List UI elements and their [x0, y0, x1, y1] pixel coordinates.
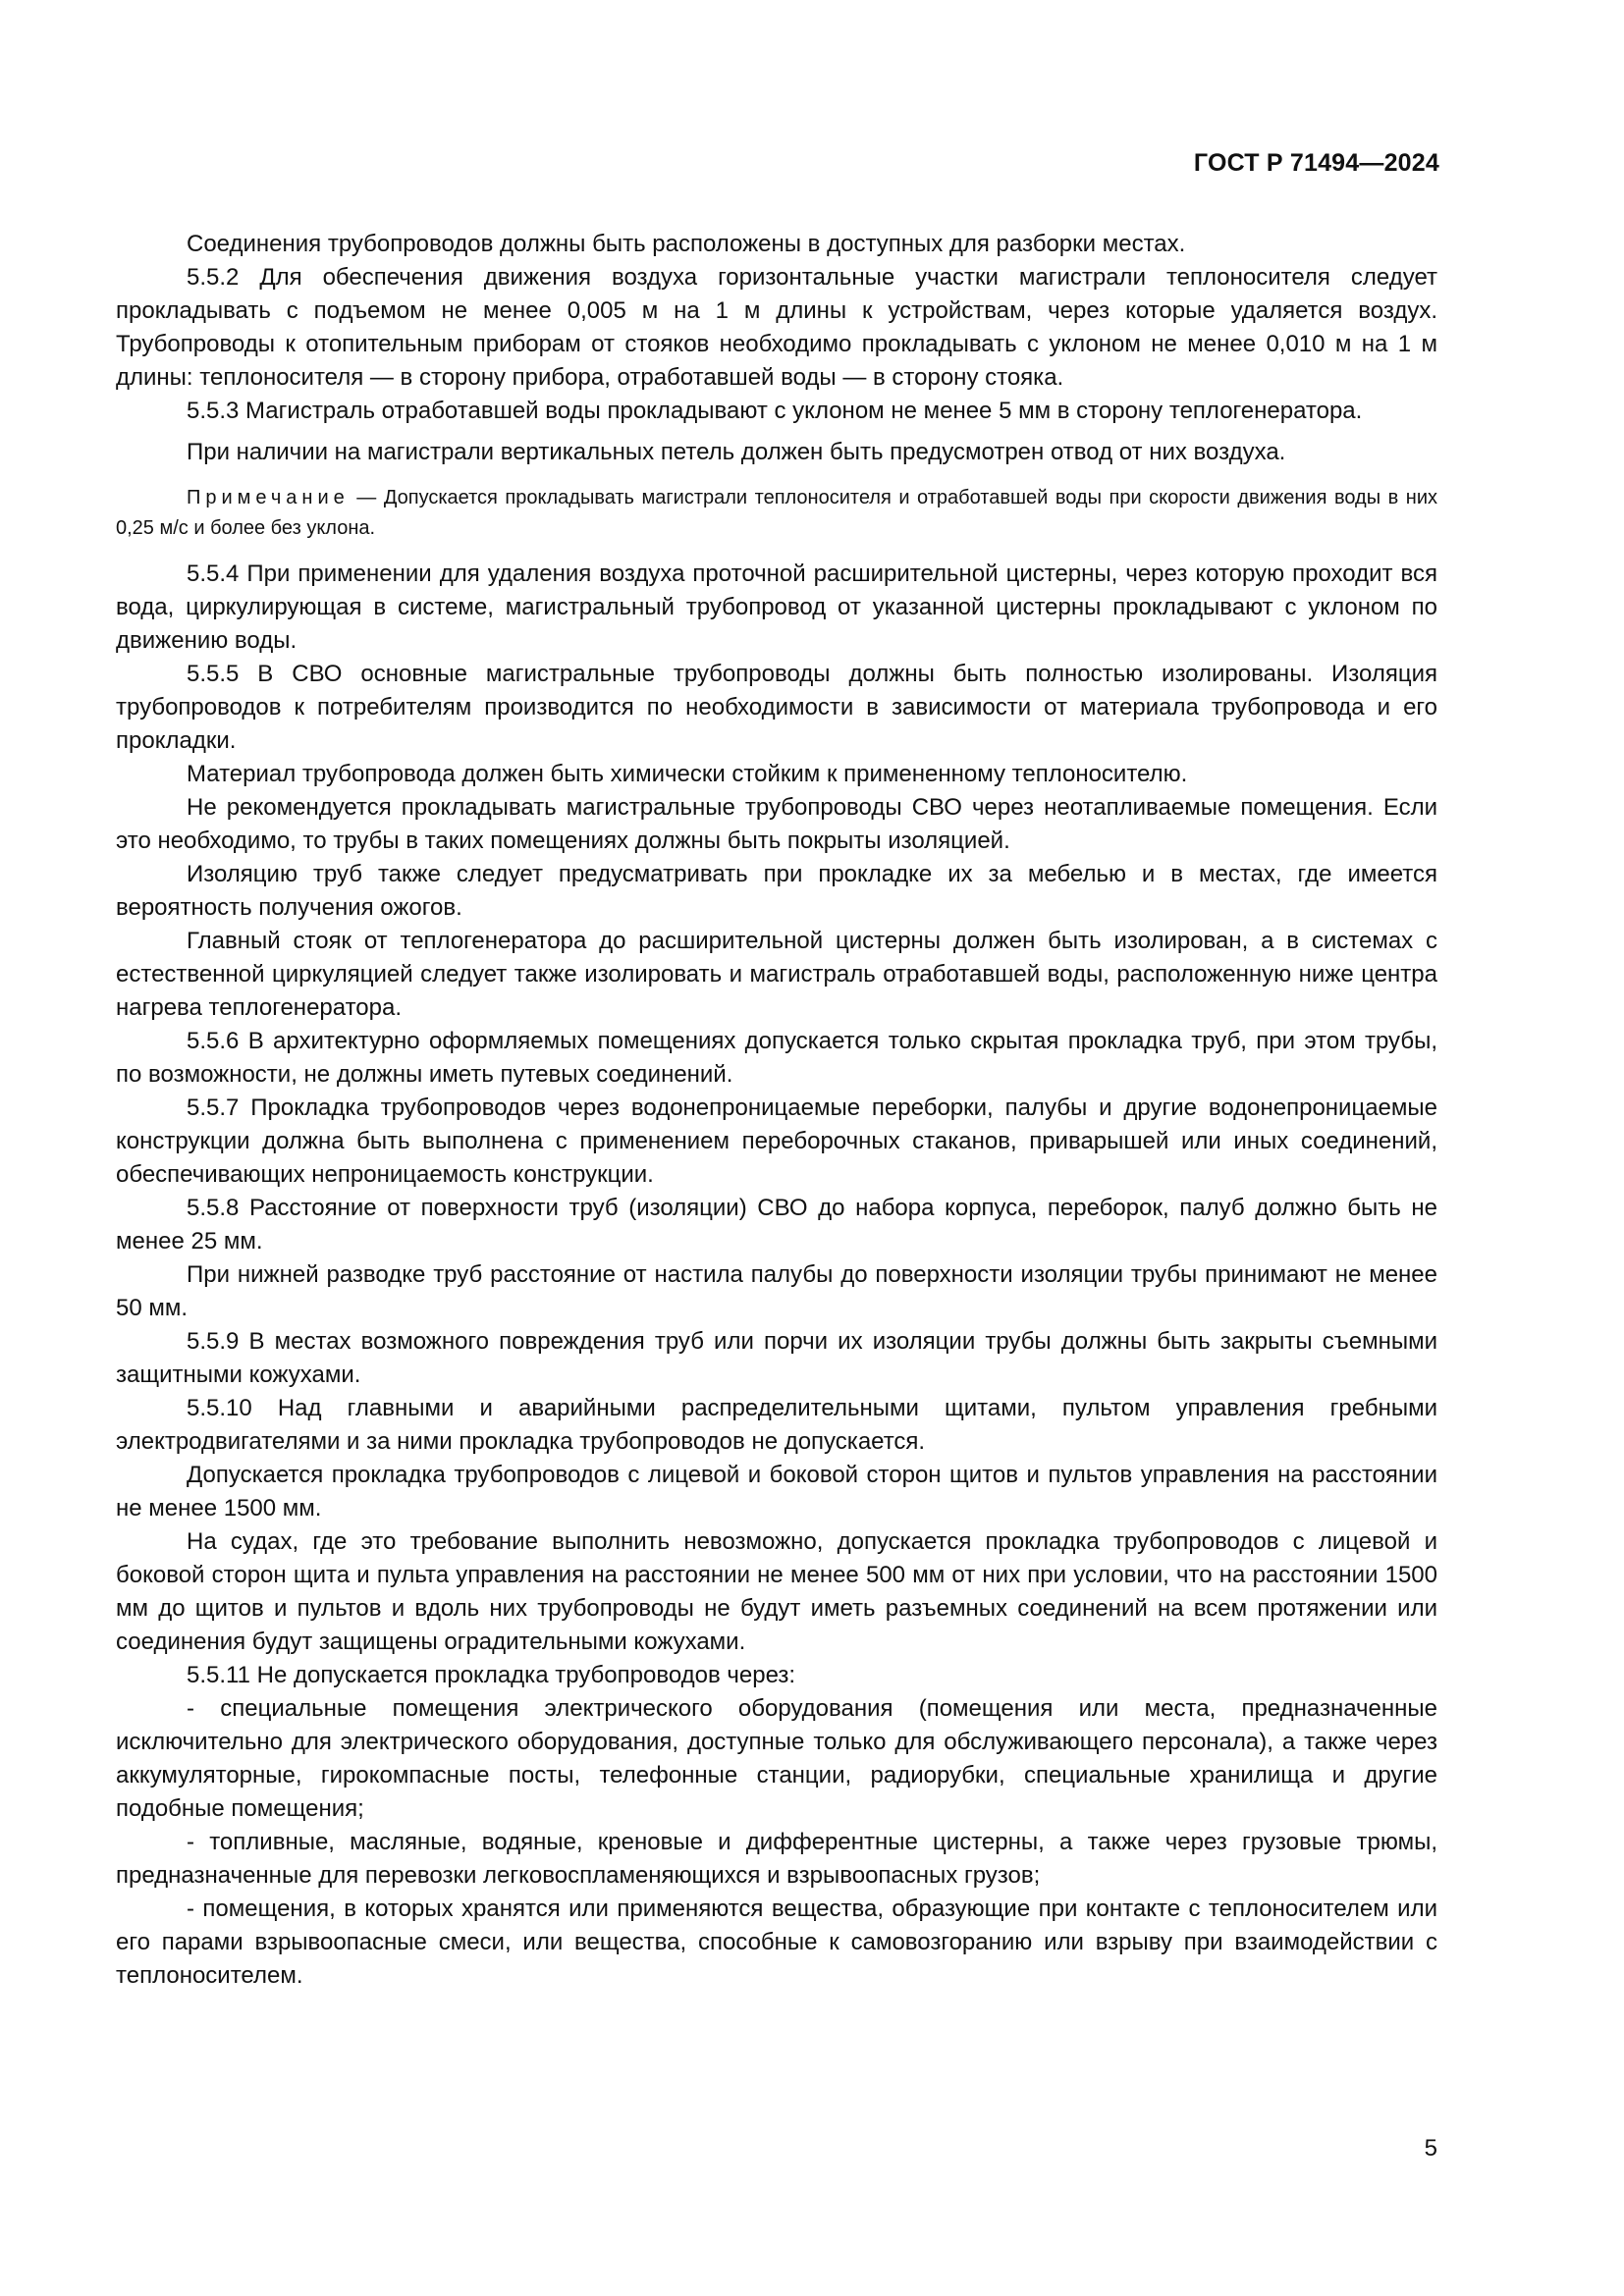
paragraph: Не рекомендуется прокладывать магистральные трубопроводы СВО через неотапливаемые помещения. Если это необходимо, то трубы в таких помещениях должны быть покрыты изоляцией.	[116, 794, 1437, 854]
note-label: Примечание	[187, 487, 350, 508]
paragraph-5-5-2: 5.5.2 Для обеспечения движения воздуха горизонтальные участки магистрали теплоносителя следует прокладывать с подъемом не менее 0,005 м на 1 м длины к устройствам, через которые удаляется воздух. Трубопроводы к отопительным приборам от стояков необходимо прокладывать с уклоном не менее 0,010 м на 1 м длины: теплоносителя — в сторону прибора, отработавшей воды — в сторону стояка.	[116, 264, 1437, 391]
paragraph-5-5-6: 5.5.6 В архитектурно оформляемых помещениях допускается только скрытая прокладка труб, при этом трубы, по возможности, не должны иметь путевых соединений.	[116, 1028, 1437, 1088]
paragraph-5-5-10: 5.5.10 Над главными и аварийными распределительными щитами, пультом управления гребными электродвигателями и за ними прокладка трубопроводов не допускается.	[116, 1395, 1437, 1455]
page-number: 5	[1424, 2135, 1437, 2162]
paragraph: Изоляцию труб также следует предусматривать при прокладке их за мебелью и в местах, где имеется вероятность получения ожогов.	[116, 861, 1437, 921]
paragraph: На судах, где это требование выполнить невозможно, допускается прокладка трубопроводов с лицевой и боковой сторон щита и пульта управления на расстоянии не менее 500 мм от них при условии, что на расстоянии 1500 мм до щитов и пультов и вдоль них трубопроводы не будут иметь разъемных соединений на всем протяжении или соединения будут защищены оградительными кожухами.	[116, 1528, 1437, 1655]
paragraph-5-5-11: 5.5.11 Не допускается прокладка трубопроводов через:	[187, 1662, 796, 1688]
paragraph-5-5-8: 5.5.8 Расстояние от поверхности труб (изоляции) СВО до набора корпуса, переборок, палуб должно быть не менее 25 мм.	[116, 1195, 1437, 1255]
paragraph-5-5-4: 5.5.4 При применении для удаления воздуха проточной расширительной цистерны, через которую проходит вся вода, циркулирующая в системе, магистральный трубопровод от указанной цистерны прокладывают с уклоном по движению воды.	[116, 561, 1437, 654]
paragraph: При наличии на магистрали вертикальных петель должен быть предусмотрен отвод от них воздуха.	[187, 439, 1286, 465]
paragraph-5-5-3: 5.5.3 Магистраль отработавшей воды прокладывают с уклоном не менее 5 мм в сторону теплогенератора.	[187, 398, 1363, 424]
note	[116, 483, 1437, 544]
document-code-header: ГОСТ Р 71494—2024	[1193, 149, 1439, 177]
paragraph: Главный стояк от теплогенератора до расширительной цистерны должен быть изолирован, а в системах с естественной циркуляцией следует также изолировать и магистраль отработавшей воды, расположенную ниже центра нагрева теплогенератора.	[116, 928, 1437, 1021]
paragraph-5-5-9: 5.5.9 В местах возможного повреждения труб или порчи их изоляции трубы должны быть закрыты съемными защитными кожухами.	[116, 1328, 1437, 1388]
paragraph: Соединения трубопроводов должны быть расположены в доступных для разборки местах.	[187, 231, 1186, 257]
list-item: - помещения, в которых хранятся или применяются вещества, образующие при контакте с теплоносителем или его парами взрывоопасные смеси, или вещества, способные к самовозгоранию или взрыву при взаимодействии с теплоносителем.	[116, 1896, 1437, 1989]
list-item: - специальные помещения электрического оборудования (помещения или места, предназначенные исключительно для электрического оборудования, доступные только для обслуживающего персонала), а также через аккумуляторные, гирокомпасные посты, телефонные станции, радиорубки, специальные хранилища и другие подобные помещения;	[116, 1695, 1437, 1822]
paragraph: Материал трубопровода должен быть химически стойким к примененному теплоносителю.	[187, 761, 1188, 787]
paragraph-5-5-7: 5.5.7 Прокладка трубопроводов через водонепроницаемые переборки, палубы и другие водонепроницаемые конструкции должна быть выполнена с применением переборочных стаканов, приварышей или иных соединений, обеспечивающих непроницаемость конструкции.	[116, 1095, 1437, 1188]
paragraph: Допускается прокладка трубопроводов с лицевой и боковой сторон щитов и пультов управления на расстоянии не менее 1500 мм.	[116, 1462, 1437, 1522]
document-body	[116, 228, 1437, 1993]
paragraph: При нижней разводке труб расстояние от настила палубы до поверхности изоляции трубы принимают не менее 50 мм.	[116, 1261, 1437, 1321]
note-text: — Допускается прокладывать магистрали теплоносителя и отработавшей воды при скорости движения воды в них 0,25 м/с и более без уклона.	[116, 487, 1437, 539]
list-item: - топливные, масляные, водяные, креновые и дифферентные цистерны, а также через грузовые трюмы, предназначенные для перевозки легковоспламеняющихся и взрывоопасных грузов;	[116, 1829, 1437, 1889]
paragraph-5-5-5: 5.5.5 В СВО основные магистральные трубопроводы должны быть полностью изолированы. Изоляция трубопроводов к потребителям производится по необходимости в зависимости от материала трубопровода и его прокладки.	[116, 661, 1437, 754]
